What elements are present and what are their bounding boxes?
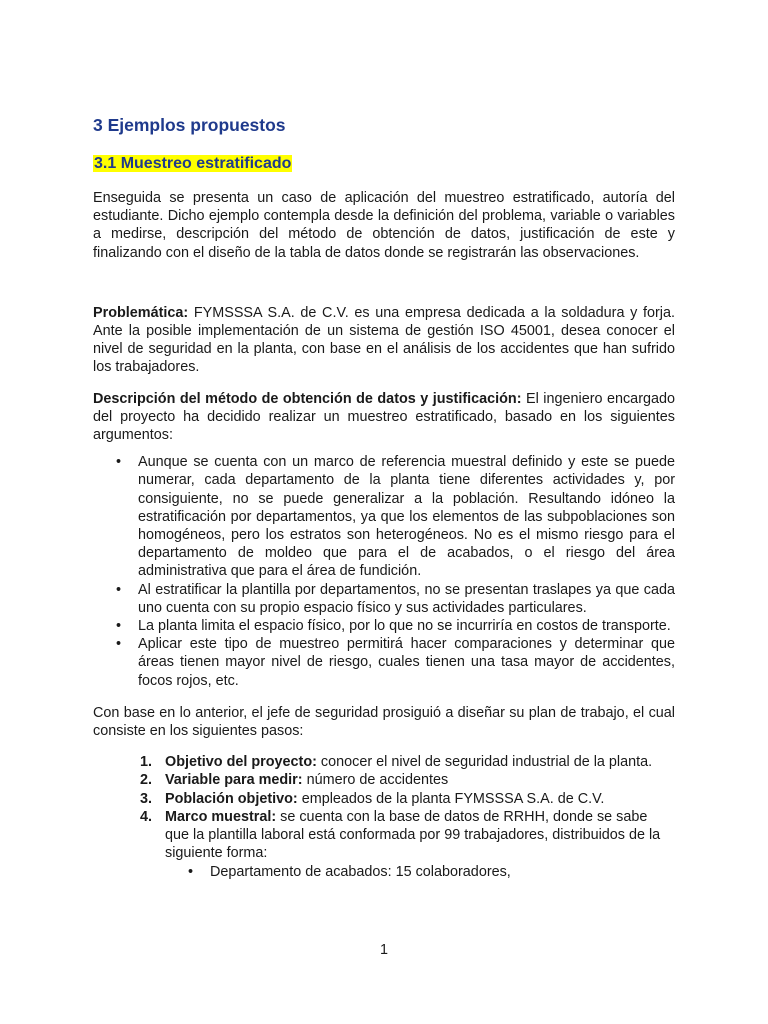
list-item-text: Departamento de acabados: 15 colaboradores, xyxy=(210,863,511,880)
subsection-heading xyxy=(93,153,675,175)
bullet-icon: • xyxy=(116,454,122,471)
list-item xyxy=(116,581,675,617)
list-item-text: Al estratificar la plantilla por departamentos, no se presentan traslapes ya que cada uno cuenta con su propio espacio físico y sus actividades particulares. xyxy=(138,581,675,616)
step-number: 2. xyxy=(140,772,153,789)
plan-paragraph: Con base en lo anterior, el jefe de seguridad prosiguió a diseñar su plan de trabajo, el cual consiste en los siguientes pasos: xyxy=(93,704,675,740)
section-heading: 3 Ejemplos propuestos xyxy=(93,115,286,135)
problem-text: FYMSSSA S.A. de C.V. es una empresa dedicada a la soldadura y forja. Ante la posible implementación de un sistema de gestión ISO 45001, desea conocer el nivel de seguridad en la planta, con base en el análisis de los accidentes que han sufrido los trabajadores. xyxy=(93,304,675,376)
step-text: conocer el nivel de seguridad industrial de la planta. xyxy=(316,754,653,771)
step-label: Variable para medir: xyxy=(165,772,303,789)
list-item xyxy=(116,635,675,690)
list-item-text: Aplicar este tipo de muestreo permitirá hacer comparaciones y determinar que áreas tienen mayor nivel de riesgo, cuales tienen una tasa mayor de accidentes, focos rojos, etc. xyxy=(138,636,675,689)
step-label: Objetivo del proyecto: xyxy=(165,754,317,771)
problem-paragraph xyxy=(93,304,675,377)
list-item-text: Aunque se cuenta con un marco de referencia muestral definido y este se puede numerar, cada departamento de la planta tiene diferentes actividades y, por consiguiente, no se puede generalizar a la población. Resultando idóneo la estratificación por departamentos, ya que los elementos de las subpoblaciones son homogéneos, pero los estratos son heterogéneos. No es el mismo riesgo para el departamento de moldeo que para el de acabados, o el riesgo del área administrativa que para el área de fundición. xyxy=(138,454,675,580)
highlighted-subheading: 3.1 Muestreo estratificado xyxy=(94,155,292,172)
step-text: empleados de la planta FYMSSSA S.A. de C.V. xyxy=(297,790,605,807)
argument-list xyxy=(93,453,675,690)
bullet-icon: • xyxy=(116,636,122,653)
step-item xyxy=(140,808,675,881)
list-item xyxy=(188,863,675,881)
steps-list xyxy=(93,753,675,880)
method-label: Descripción del método de obtención de datos y justificación: xyxy=(93,390,522,407)
step-label: Población objetivo: xyxy=(165,790,298,807)
step-number: 1. xyxy=(140,754,153,771)
step-item xyxy=(140,790,675,808)
step-item xyxy=(140,771,675,789)
document-body xyxy=(93,113,675,881)
list-item-text: La planta limita el espacio físico, por lo que no se incurriría en costos de transporte. xyxy=(138,618,671,635)
department-list xyxy=(165,863,675,881)
bullet-icon: • xyxy=(116,618,122,635)
step-number: 4. xyxy=(140,808,153,825)
method-paragraph xyxy=(93,390,675,445)
intro-paragraph: Enseguida se presenta un caso de aplicación del muestreo estratificado, autoría del estudiante. Dicho ejemplo contempla desde la definición del problema, variable o variables a medirse, descripción del método de obtención de datos, justificación de este y finalizando con el diseño de la tabla de datos donde se registrarán las observaciones. xyxy=(93,190,675,261)
bullet-icon: • xyxy=(188,863,194,880)
step-label: Marco muestral: xyxy=(165,808,277,825)
problem-label: Problemática: xyxy=(93,304,189,321)
page-number: 1 xyxy=(379,942,388,958)
step-item xyxy=(140,753,675,771)
method-text: El ingeniero encargado del proyecto ha decidido realizar un muestreo estratificado, basado en los siguientes argumentos: xyxy=(93,390,675,444)
list-item xyxy=(116,453,675,580)
step-text: se cuenta con la base de datos de RRHH, donde se sabe que la plantilla laboral está conformada por 99 trabajadores, distribuidos de la siguiente forma: xyxy=(165,808,661,862)
bullet-icon: • xyxy=(116,581,122,598)
step-number: 3. xyxy=(140,790,153,807)
step-text: número de accidentes xyxy=(302,772,449,789)
list-item xyxy=(116,617,675,635)
